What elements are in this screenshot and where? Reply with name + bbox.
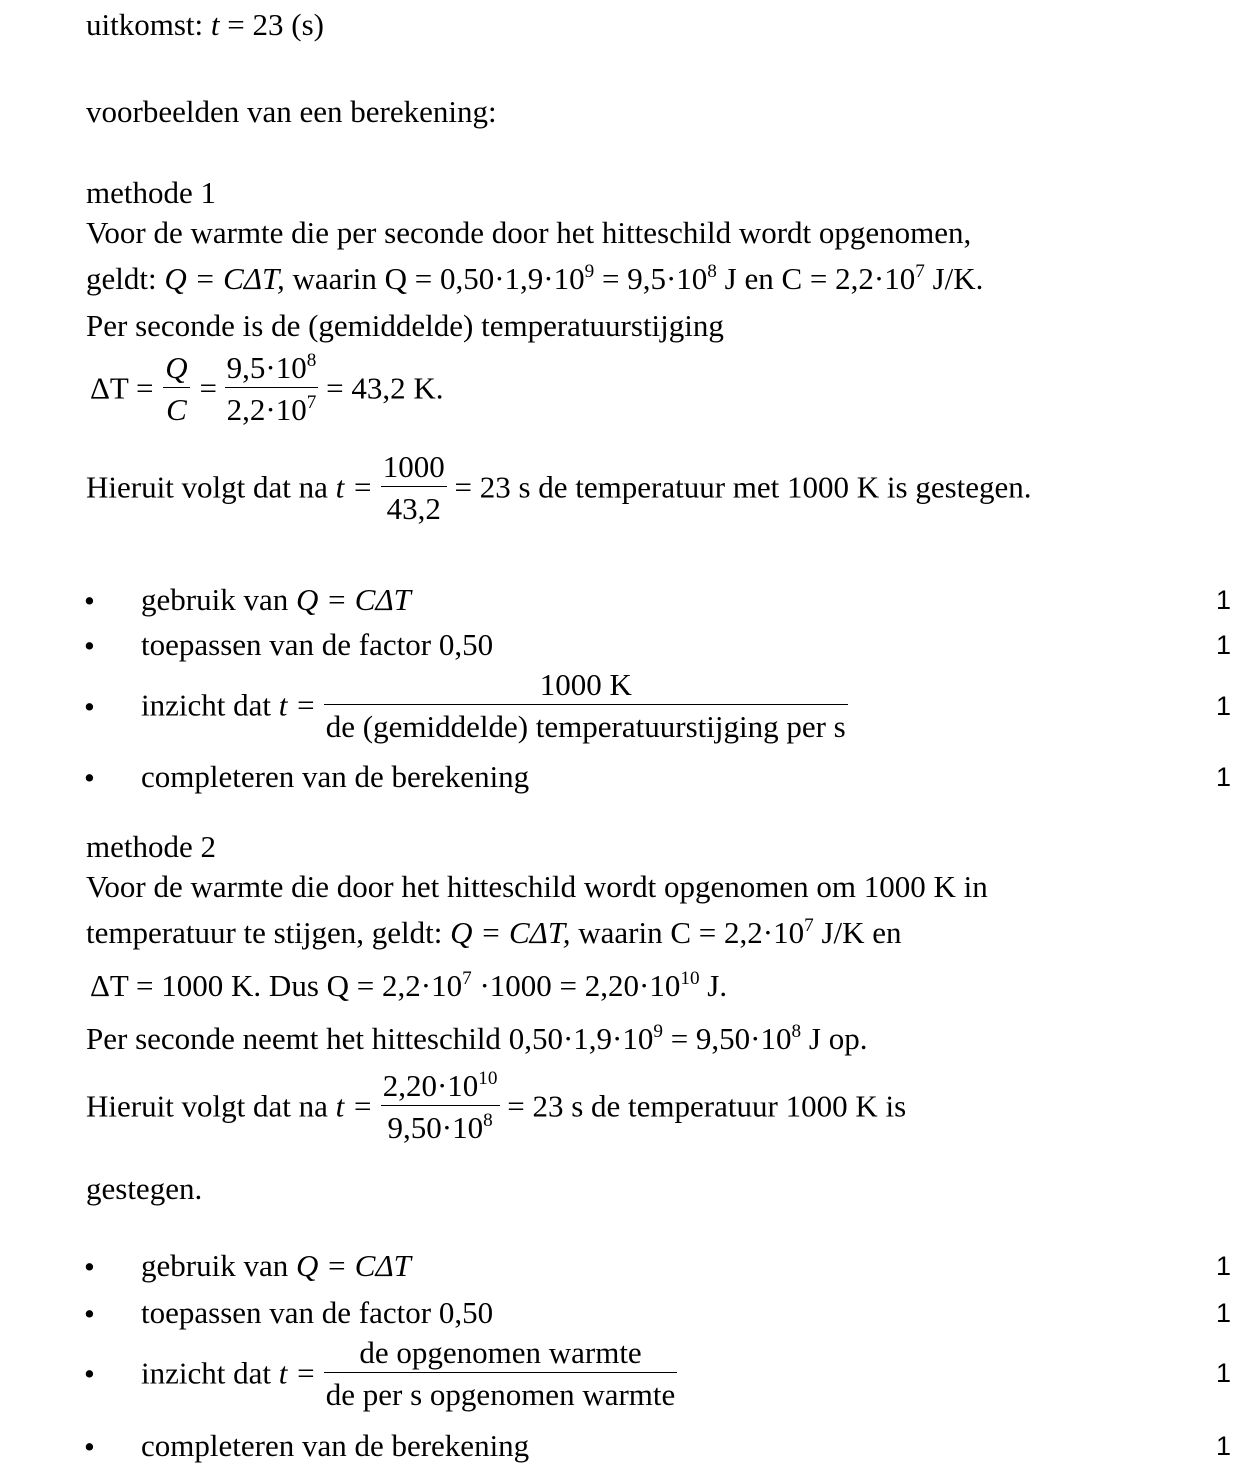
m1-eq: =: [199, 370, 217, 406]
m1-result-frac: $\frac{1000}{43,2}$: [382, 449, 445, 526]
m1-result-eq: = 23: [454, 469, 511, 505]
m1-en: en: [744, 261, 774, 296]
m1-result-text: Hieruit volgt dat na: [86, 469, 328, 505]
m1-delta-lhs: ΔT =: [90, 370, 154, 406]
m1-score-4: 1: [1216, 762, 1232, 792]
bullet-icon: •: [84, 1429, 95, 1464]
bullet-icon: •: [84, 760, 95, 795]
m1-frac-values: $\frac{9,5\cdot 10^8}{2,2\cdot 10^7}$: [226, 350, 317, 427]
m2-criterion-3-frac: $\frac{\text{de opgenomen warmte}}{\text{de per s opgenomen warmte}}$: [325, 1335, 676, 1412]
methode1-title: methode 1: [86, 175, 216, 210]
bullet-icon: •: [84, 583, 95, 618]
m2-score-2: 1: [1216, 1298, 1232, 1328]
uitkomst-var: t: [210, 7, 220, 42]
m2-result-tail: gestegen.: [86, 1171, 203, 1206]
m1-frac-q-over-c: $\frac{Q}{C}$: [165, 350, 188, 427]
m1-geldt: geldt:: [86, 261, 157, 296]
m1-criterion-2: toepassen van de factor 0,50: [141, 627, 494, 662]
m2-score-3: 1: [1216, 1358, 1232, 1388]
m1-criterion-1: gebruik van Q = CΔT: [141, 582, 411, 617]
m1-result-tail: s de temperatuur met 1000 K is gestegen.: [518, 469, 1032, 505]
m2-criterion-2: toepassen van de factor 0,50: [141, 1295, 494, 1330]
intro-text: voorbeelden van een berekening:: [86, 94, 497, 129]
m1-result-t: t =: [335, 469, 373, 505]
methode2-title: methode 2: [86, 829, 216, 864]
m1-criterion-3-frac: $\frac{1000 K}{\text{de (gemiddelde) temperatuurstijging per s}}$: [325, 667, 846, 744]
m2-criterion-1: gebruik van Q = CΔT: [141, 1248, 411, 1283]
methode2-line3: ΔT = 1000 K. Dus $Q = 2,2\cdot 10^7 \cdot 1000 = 2,20\cdot 10^{10}$ J.: [90, 968, 728, 1003]
m1-score-1: 1: [1216, 585, 1232, 615]
m1-criterion-4: completeren van de berekening: [141, 759, 530, 794]
methode2-line1: Voor de warmte die door het hitteschild wordt opgenomen om 1000 K in: [86, 869, 988, 904]
methode2-line2: temperatuur te stijgen, geldt: Q = CΔT, waarin $C = 2,2\cdot 10^7$ J/K en: [86, 915, 902, 950]
m2-criterion-4: completeren van de berekening: [141, 1428, 530, 1463]
m1-score-2: 1: [1216, 630, 1232, 660]
m1-criterion-3: inzicht dat t = $\frac{1000 K}{\text{de (gemiddelde) temperatuurstijging per s}}$: [141, 667, 846, 744]
m2-result-line: Hieruit volgt dat na t = $\frac{2,20\cdot 10^{10}}{9,50\cdot 10^8}$ = 23 s de temperatuur 1000 K is: [86, 1068, 907, 1145]
bullet-icon: •: [84, 1249, 95, 1284]
methode2-line4: Per seconde neemt het hitteschild $0,50\cdot 1,9\cdot 10^9 = 9,50\cdot 10^8$ J op.: [86, 1021, 868, 1056]
m1-q-expr: $Q = 0,50\cdot 1,9\cdot 10^9 = 9,5\cdot 10^8$: [384, 261, 717, 296]
uitkomst-line: [86, 9, 324, 40]
methode1-line2: [86, 263, 983, 294]
methode1-line1: Voor de warmte die per seconde door het hitteschild wordt opgenomen,: [86, 215, 972, 250]
m2-score-4: 1: [1216, 1431, 1232, 1461]
m1-delta-equation: [90, 352, 443, 425]
m2-criterion-3: inzicht dat t = $\frac{\text{de opgenomen warmte}}{\text{de per s opgenomen warmte}}$: [141, 1335, 676, 1412]
m1-c-unit: J/K.: [932, 261, 984, 296]
m1-waarin: waarin: [292, 261, 377, 296]
m1-result-line: [86, 451, 1032, 524]
uitkomst-value: = 23 (s): [227, 7, 324, 42]
uitkomst-label: uitkomst:: [86, 7, 204, 42]
bullet-icon: •: [84, 628, 95, 663]
bullet-icon: •: [84, 689, 95, 724]
m1-delta-rhs: = 43,2 K.: [326, 370, 444, 406]
bullet-icon: •: [84, 1296, 95, 1331]
m1-c-expr: $C = 2,2\cdot 10^7$: [781, 261, 925, 296]
m1-formula: Q = CΔT,: [164, 261, 285, 296]
m1-score-3: 1: [1216, 691, 1232, 721]
m2-score-1: 1: [1216, 1251, 1232, 1281]
bullet-icon: •: [84, 1356, 95, 1391]
methode1-line3: Per seconde is de (gemiddelde) temperatuurstijging: [86, 308, 724, 343]
m2-result-frac: $\frac{2,20\cdot 10^{10}}{9,50\cdot 10^8}$: [382, 1068, 498, 1145]
m1-q-unit: J: [724, 261, 737, 296]
